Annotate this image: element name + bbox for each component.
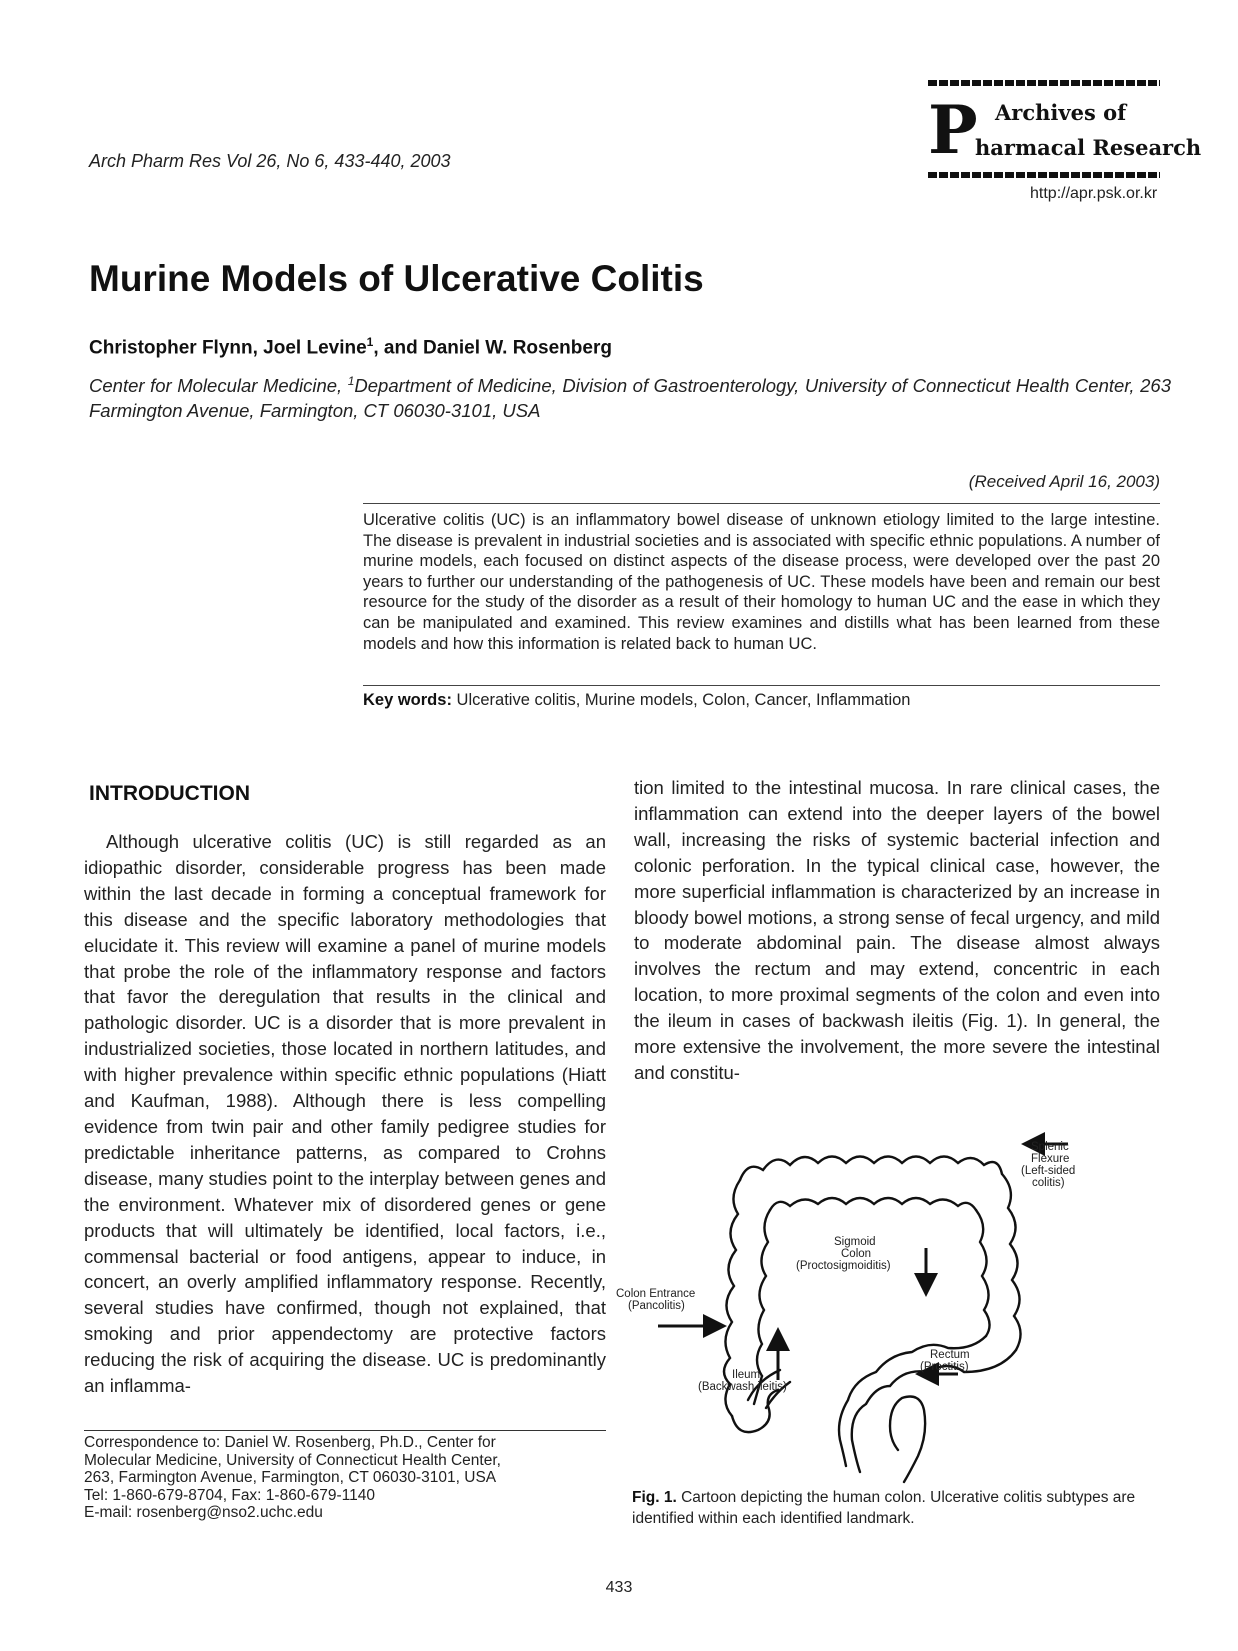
authors-part2: , and Daniel W. Rosenberg [373, 337, 612, 359]
label-entrance-2: (Pancolitis) [628, 1300, 685, 1312]
footnote-line: Correspondence to: Daniel W. Rosenberg, Ph.D., Center for [84, 1434, 496, 1451]
abstract-bottom-rule [363, 685, 1160, 686]
journal-logo-line1: Archives of [995, 100, 1127, 125]
label-entrance-1: Colon Entrance [616, 1288, 696, 1300]
logo-bottom-border [928, 172, 1160, 178]
label-rectum-1: Rectum [930, 1349, 970, 1361]
journal-logo-line2: harmacal Research [975, 135, 1202, 160]
affiliation-mark: 1 [347, 374, 355, 388]
colon-diagram [616, 1110, 1168, 1480]
footnote-line: Tel: 1-860-679-8704, Fax: 1-860-679-1140 [84, 1486, 375, 1504]
label-sigmoid-1: Sigmoid [834, 1236, 876, 1248]
author-list [89, 335, 612, 359]
label-rectum-2: (Proctitis) [920, 1361, 969, 1373]
footnote-email[interactable]: E-mail: rosenberg@nso2.uchc.edu [84, 1504, 323, 1521]
figure-caption [632, 1487, 1160, 1529]
caption-text: Cartoon depicting the human colon. Ulcerative colitis subtypes are identified within each identified landmark. [632, 1489, 1136, 1527]
article-title: Murine Models of Ulcerative Colitis [89, 258, 704, 299]
label-sigmoid-3: (Proctosigmoiditis) [796, 1260, 891, 1272]
received-date: (Received April 16, 2003) [968, 472, 1160, 491]
journal-url[interactable]: http://apr.psk.or.kr [1030, 185, 1158, 202]
label-sigmoid-2: Colon [841, 1248, 872, 1260]
journal-citation: Arch Pharm Res Vol 26, No 6, 433-440, 2003 [89, 151, 451, 171]
introduction-left-column: Although ulcerative colitis (UC) is still regarded as an idiopathic disorder, considerable progress has been made within the last decade in forming a conceptual framework for this disease and the specific laboratory methodologies that elucidate it. This review will examine a panel of murine models that probe the role of the inflammatory response and factors that favor the deregulation that results in the clinical and pathologic disorder. UC is a disorder that is more prevalent in industrialized societies, those located in northern latitudes, and with higher prevalence within specific ethnic populations (Hiatt and Kaufman, 1988). Although there is less compelling evidence from twin pair and other family pedigree studies for predictable inheritance patterns, as compared to Crohns disease, many studies point to the interplay between genes and the environment. Whatever mix of disordered genes or gene products that will ultimately be identified, local factors, i.e., commensal bacterial or food antigens, appear to induce, in concert, an overly amplified inflammatory response. Recently, several studies have confirmed, though not explained, that smoking and prior appendectomy are protective factors reducing the risk of acquiring the disease. UC is predominantly an inflamma- [84, 831, 606, 1397]
footnote-line: Molecular Medicine, University of Connecticut Health Center, [84, 1451, 501, 1469]
journal-logo-letter: P [928, 91, 978, 169]
colon-outline [724, 1157, 1021, 1483]
keywords-list: Ulcerative colitis, Murine models, Colon, Cancer, Inflammation [456, 691, 911, 709]
page-number: 433 [605, 1579, 633, 1596]
authors-affiliation-mark: 1 [366, 335, 374, 349]
label-ileum-2: (Backwash ileitis) [698, 1381, 787, 1393]
correspondence-footnote [84, 1434, 606, 1522]
keywords [363, 691, 1160, 710]
label-splenic-2: Flexure [1031, 1153, 1070, 1165]
label-splenic-1: Splenic [1031, 1141, 1069, 1153]
logo-top-border [928, 80, 1160, 86]
authors-part1: Christopher Flynn, Joel Levine [89, 337, 367, 359]
introduction-heading: INTRODUCTION [89, 782, 250, 805]
label-splenic-3: (Left-sided [1021, 1165, 1076, 1177]
affiliation [89, 369, 1171, 423]
footnote-line: 263, Farmington Avenue, Farmington, CT 06030-3101, USA [84, 1469, 497, 1486]
caption-label: Fig. 1. [632, 1489, 677, 1506]
keywords-label: Key words: [363, 691, 452, 709]
label-splenic-4: colitis) [1032, 1177, 1065, 1189]
affiliation-part2: Department of Medicine, Division of Gastroenterology, University of Connecticut Health Center, 263 Farmington Avenue, Farmington, CT 06030-3101, USA [89, 375, 1171, 422]
footnote-rule [84, 1430, 606, 1431]
introduction-right-column: tion limited to the intestinal mucosa. In rare clinical cases, the inflammation can extend into the deeper layers of the bowel wall, increasing the risks of systemic bacterial infection and colonic perforation. In the typical clinical case, however, the more superficial inflammation is characterized by an increase in bloody bowel motions, a strong sense of fecal urgency, and mild to moderate abdominal pain. The disease almost always involves the rectum and may extend, concentric in each location, to more proximal segments of the colon and even into the ileum in cases of backwash ileitis (Fig. 1). In general, the more extensive the involvement, the more severe the intestinal and constitu- [634, 777, 1160, 1083]
affiliation-part1: Center for Molecular Medicine, [89, 375, 348, 397]
abstract-text: Ulcerative colitis (UC) is an inflammatory bowel disease of unknown etiology limited to the large intestine. The disease is prevalent in industrial societies and is associated with specific ethnic populations. A number of murine models, each focused on distinct aspects of the disease process, were developed over the past 20 years to further our understanding of the pathogenesis of UC. These models have been and remain our best resource for the study of the disorder as a result of their homology to human UC and the ease in which they can be manipulated and examined. This review examines and distills what has been learned from these models and how this information is related back to human UC. [363, 511, 1160, 653]
abstract-top-rule [363, 503, 1160, 504]
label-ileum-1: Ileum [732, 1369, 761, 1381]
